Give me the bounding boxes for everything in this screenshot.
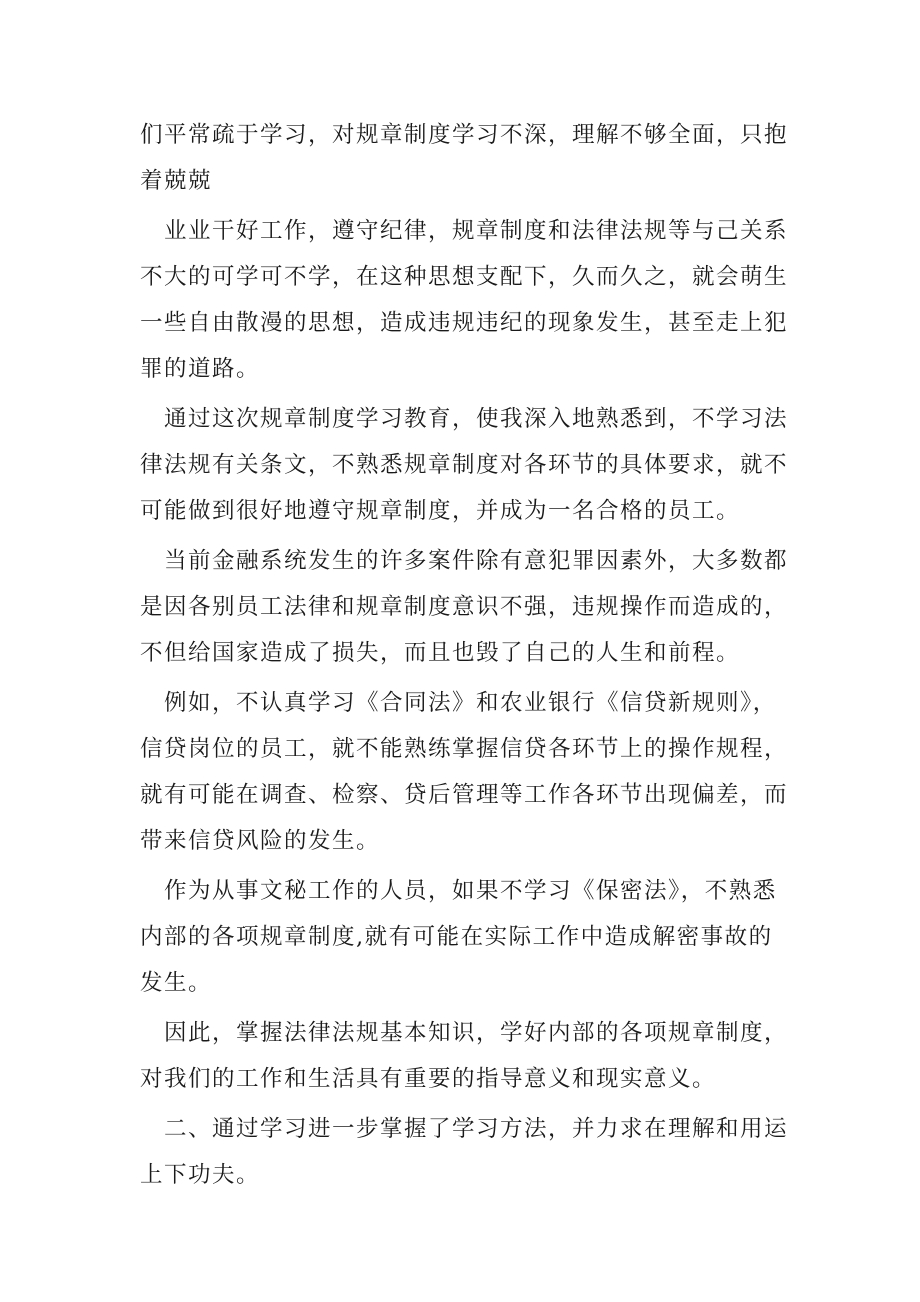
- paragraph-5: 例如，不认真学习《合同法》和农业银行《信贷新规则》，信贷岗位的员工，就不能熟练掌握信贷各环节上的操作规程，就有可能在调查、检察、贷后管理等工作各环节出现偏差，而带来信贷风险的发生。: [140, 690, 789, 854]
- paragraph-6: 作为从事文秘工作的人员，如果不学习《保密法》，不熟悉内部的各项规章制度,就有可能在实际工作中造成解密事故的发生。: [140, 878, 777, 996]
- paragraph-1: 们平常疏于学习，对规章制度学习不深，理解不够全面，只抱着兢兢: [140, 122, 789, 194]
- paragraph-2: 业业干好工作，遵守纪律，规章制度和法律法规等与己关系不大的可学可不学，在这种思想支配下，久而久之，就会萌生一些自由散漫的思想，造成违规违纪的现象发生，甚至走上犯罪的道路。: [140, 218, 789, 382]
- document-body: [140, 112, 795, 1202]
- paragraph-4: 当前金融系统发生的许多案件除有意犯罪因素外，大多数都是因各别员工法律和规章制度意识不强，违规操作而造成的，不但给国家造成了损失，而且也毁了自己的人生和前程。: [140, 548, 789, 666]
- paragraph-7: 因此，掌握法律法规基本知识，学好内部的各项规章制度，对我们的工作和生活具有重要的指导意义和现实意义。: [140, 1020, 789, 1092]
- paragraph-3: 通过这次规章制度学习教育，使我深入地熟悉到，不学习法律法规有关条文，不熟悉规章制度对各环节的具体要求，就不可能做到很好地遵守规章制度，并成为一名合格的员工。: [140, 406, 789, 524]
- paragraph-8: 二、通过学习进一步掌握了学习方法，并力求在理解和用运上下功夫。: [140, 1116, 789, 1188]
